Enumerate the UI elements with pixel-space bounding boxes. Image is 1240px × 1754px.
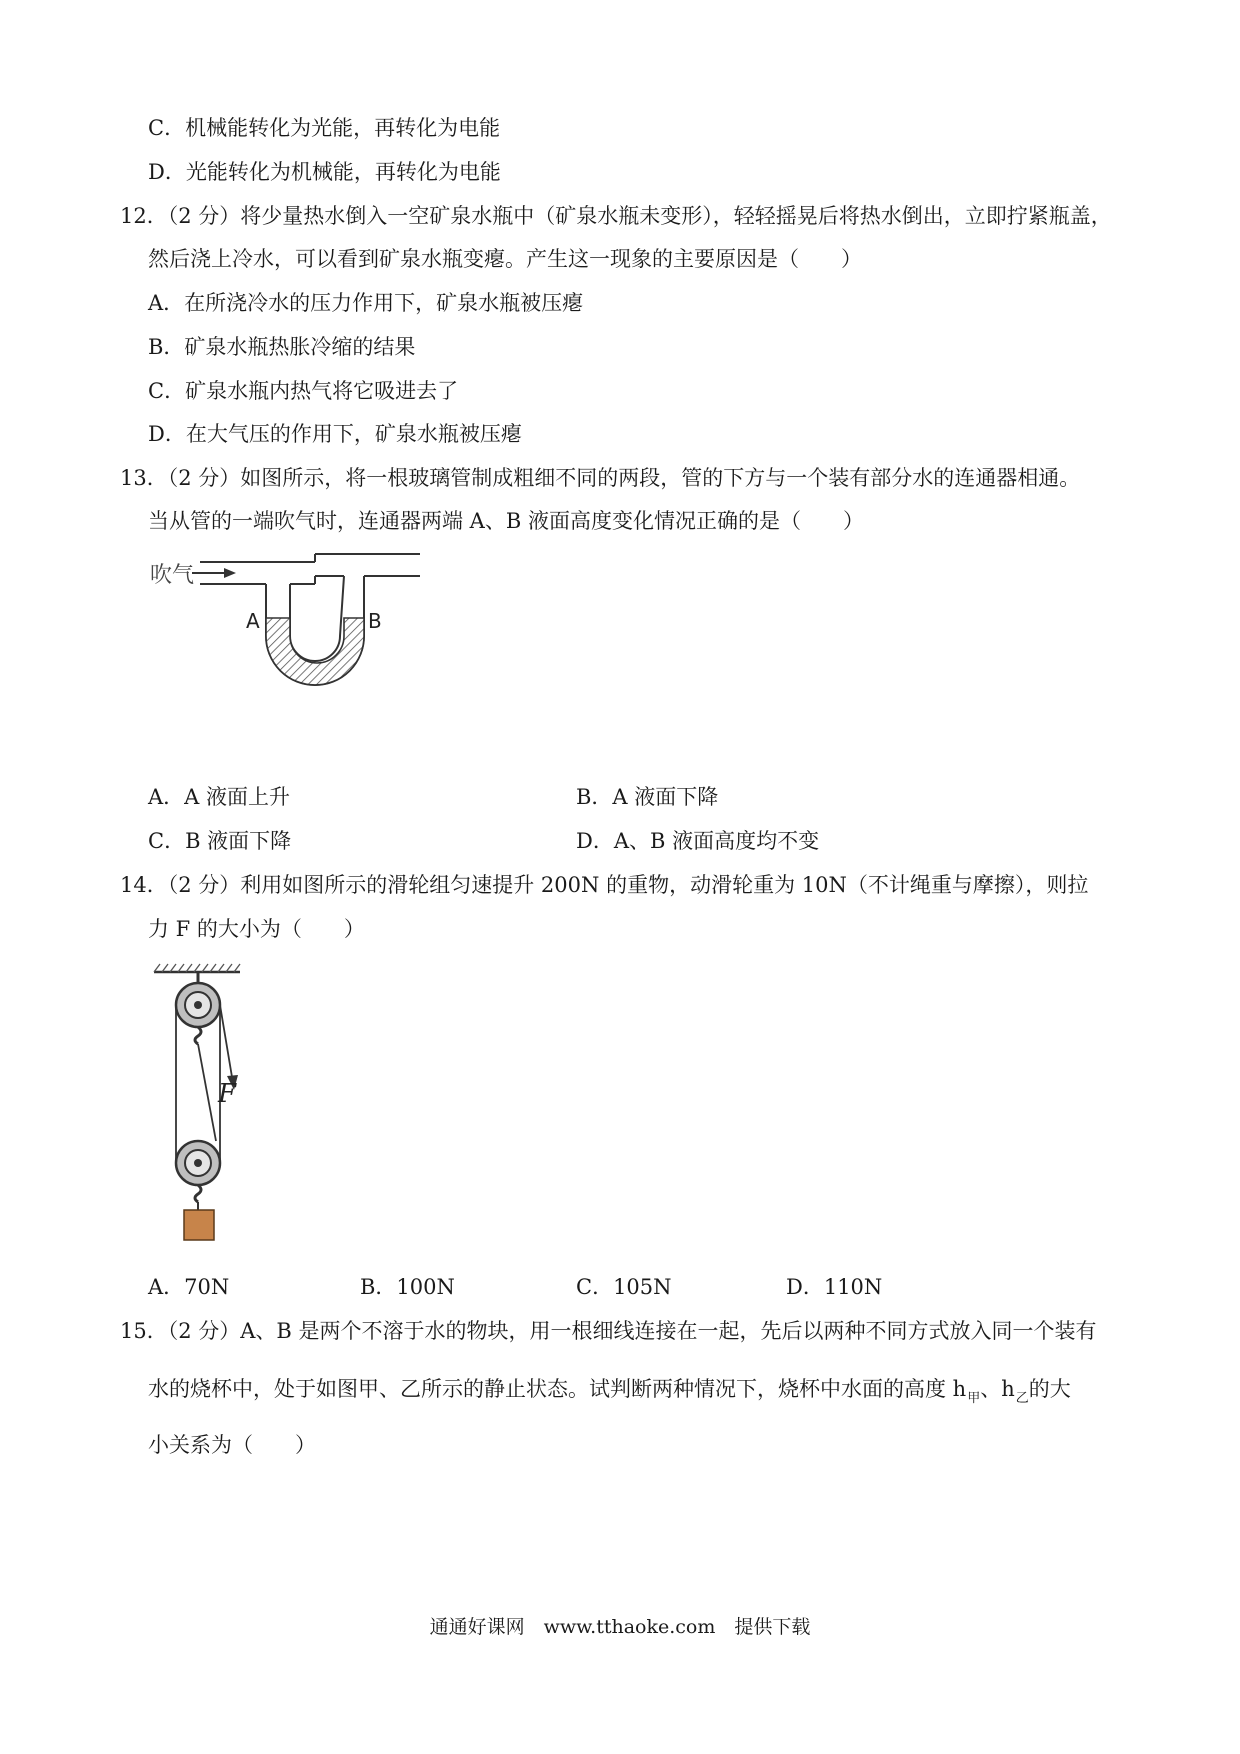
q13-option-d: D．A、B 液面高度均不变 [576,829,820,853]
blow-arrow-icon [192,568,236,578]
label-a: A [246,609,260,633]
q12-stem-line1: 12．（2 分）将少量热水倒入一空矿泉水瓶中（矿泉水瓶未变形），轻轻摇晃后将热水倒出，立即拧紧瓶盖， [120,204,1112,228]
q14-stem-line2: 力 F 的大小为（ ） [148,917,365,941]
ceiling [154,964,240,972]
q13-stem-line2: 当从管的一端吹气时，连通器两端 A、B 液面高度变化情况正确的是（ ） [148,509,864,533]
q13-option-b: B．A 液面下降 [576,785,719,809]
q15-stem-line2 [148,1374,1071,1408]
q11-option-d: D．光能转化为机械能，再转化为电能 [148,160,501,184]
q14-option-d: D．110N [786,1275,883,1299]
q15-stem-line1: 15．（2 分）A、B 是两个不溶于水的物块，用一根细线连接在一起，先后以两种不同方式放入同一个装有 [120,1319,1097,1343]
q14-option-a: A．70N [148,1275,230,1299]
subscript-jia: 甲 [967,1391,981,1406]
q15-sep: 、h [980,1377,1015,1401]
q12-option-a: A．在所浇冷水的压力作用下，矿泉水瓶被压瘪 [148,291,584,315]
connected-vessel-figure [140,538,480,688]
movable-pulley [176,1141,220,1210]
label-b: B [368,609,382,633]
q15-stem-line3: 小关系为（ ） [148,1433,316,1457]
pulley-system-figure [140,960,290,1250]
q15-stem-text: 水的烧杯中，处于如图甲、乙所示的静止状态。试判断两种情况下，烧杯中水面的高度 h [148,1377,967,1401]
subscript-yi: 乙 [1015,1391,1029,1406]
u-tube [266,576,364,685]
page-footer: 通通好课网 www.tthaoke.com 提供下载 [429,1616,811,1638]
q14-option-c: C．105N [576,1275,672,1299]
force-label: F [218,1079,237,1109]
q12-option-b: B．矿泉水瓶热胀冷缩的结果 [148,335,416,359]
q14-stem-line1: 14．（2 分）利用如图所示的滑轮组匀速提升 200N 的重物，动滑轮重为 10N（不计绳重与摩擦），则拉 [120,873,1089,897]
q11-option-c: C．机械能转化为光能，再转化为电能 [148,116,501,140]
q12-option-c: C．矿泉水瓶内热气将它吸进去了 [148,379,459,403]
water-column [266,618,364,685]
fixed-pulley [176,972,220,1044]
weight-block [184,1210,214,1240]
q15-stem-tail: 的大 [1028,1377,1071,1401]
q12-option-d: D．在大气压的作用下，矿泉水瓶被压瘪 [148,422,522,446]
q13-option-a: A．A 液面上升 [148,785,291,809]
q12-stem-line2: 然后浇上冷水，可以看到矿泉水瓶变瘪。产生这一现象的主要原因是（ ） [148,247,862,271]
q14-option-b: B．100N [360,1275,455,1299]
blow-label: 吹气 [150,563,195,588]
glass-tube [200,554,420,584]
q13-stem-line1: 13．（2 分）如图所示，将一根玻璃管制成粗细不同的两段，管的下方与一个装有部分水的连通器相通。 [120,466,1081,490]
q13-option-c: C．B 液面下降 [148,829,292,853]
